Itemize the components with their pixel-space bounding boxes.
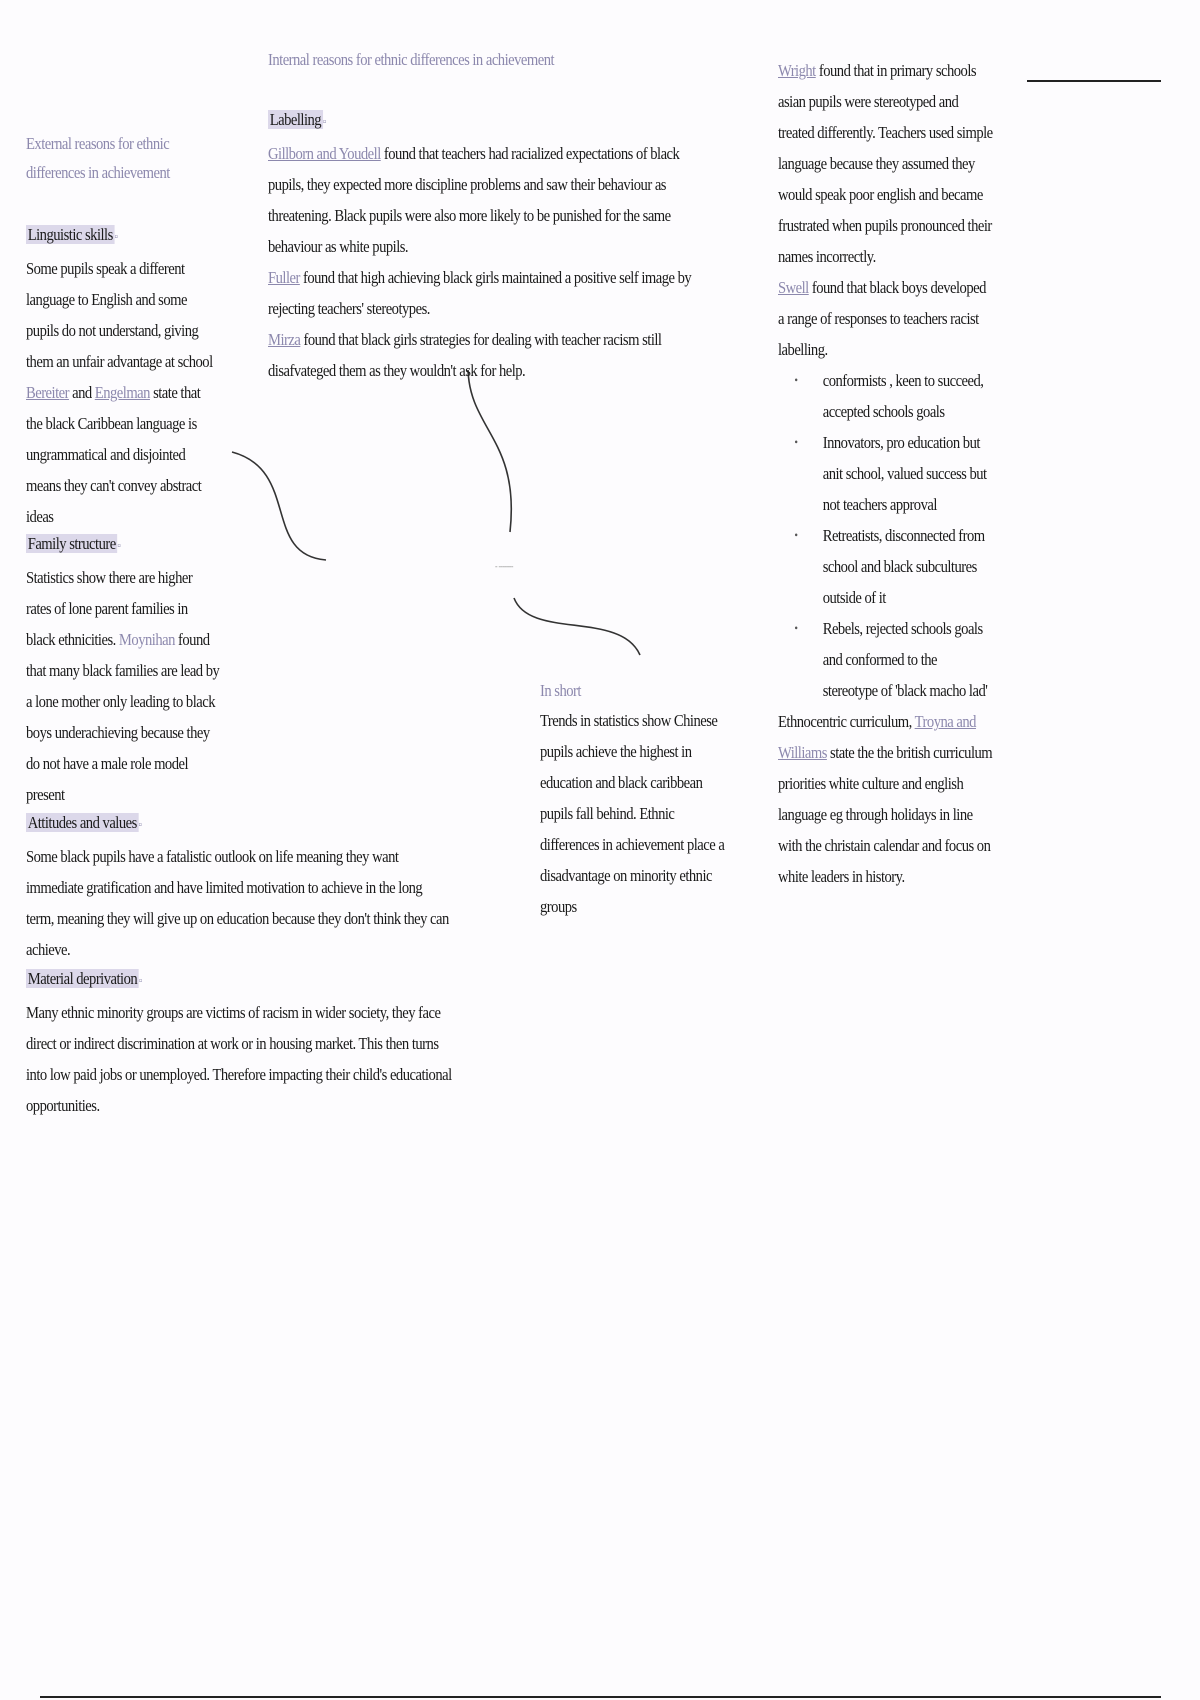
- connector-left: [232, 452, 326, 560]
- internal-heading: Internal reasons for ethnic differences in achievement: [268, 50, 555, 69]
- right-text-1: found that in primary schools asian pupils were stereotyped and treated differently. Teachers used simple language because they assumed they would speak poor english and became frustrated when pupils pronounced their names incorrectly.: [778, 61, 993, 266]
- bullet-icon: •: [794, 528, 798, 542]
- connector-bottom: [514, 598, 640, 655]
- family-label: Family structure: [27, 534, 116, 553]
- connector-top: [468, 370, 511, 532]
- label-dot-icon: ▫: [138, 975, 142, 987]
- labelling-text-2: found that high achieving black girls maintained a positive self image by rejecting teachers' stereotypes.: [268, 268, 692, 318]
- linguistic-label: Linguistic skills: [27, 225, 113, 244]
- external-heading: External reasons for ethnic differences in achievement: [26, 134, 170, 182]
- center-small-text: - -------: [495, 561, 513, 571]
- family-text-after: found that many black families are lead by a lone mother only leading to black boys underachieving because they do not have a male role model present: [26, 630, 220, 804]
- label-dot-icon: ▫: [117, 540, 121, 552]
- link-bereiter[interactable]: Bereiter: [26, 383, 69, 402]
- responses-list: [778, 365, 993, 706]
- link-williams[interactable]: Williams: [778, 743, 827, 762]
- list-item: • Innovators, pro education but anit school, valued success but not teachers approval: [778, 427, 993, 520]
- label-dot-icon: ▫: [114, 231, 118, 243]
- ethnocentric-text: Ethnocentric curriculum,: [778, 712, 915, 731]
- right-column: [778, 55, 993, 892]
- bullet-icon: •: [794, 373, 798, 387]
- list-item: • Rebels, rejected schools goals and conformed to the stereotype of 'black macho lad': [778, 613, 993, 706]
- linguistic-and: and: [68, 383, 95, 402]
- attitudes-section: [26, 807, 452, 965]
- label-dot-icon: ▫: [322, 116, 326, 128]
- list-item: • conformists , keen to succeed, accepted schools goals: [778, 365, 993, 427]
- ethnocentric-text-after: state the the british curriculum priorities white culture and english language eg through holidays in line with the christain calendar and focus on white leaders in history.: [778, 743, 993, 886]
- bullet-icon: •: [794, 435, 798, 449]
- labelling-section: [268, 104, 717, 386]
- in-short-text: Trends in statistics show Chinese pupils achieve the highest in education and black caribbean pupils fall behind. Ethnic differences in achievement place a disadvantage on minority ethnic groups: [540, 711, 725, 916]
- attitudes-text: Some black pupils have a fatalistic outlook on life meaning they want immediate gratification and have limited motivation to achieve in the long term, meaning they will give up on education because they don't think they can achieve.: [26, 847, 449, 959]
- material-label: Material deprivation: [27, 969, 138, 988]
- link-troyna-and[interactable]: Troyna and: [914, 712, 976, 731]
- link-mirza[interactable]: Mirza: [268, 330, 301, 349]
- cite-moynihan: Moynihan: [118, 630, 175, 649]
- linguistic-section: [26, 219, 220, 532]
- link-wright[interactable]: Wright: [778, 61, 816, 80]
- in-short-section: [540, 676, 734, 922]
- in-short-label: In short: [540, 681, 581, 700]
- right-text-2: found that black boys developed a range of responses to teachers racist labelling.: [778, 278, 986, 359]
- linguistic-text: Some pupils speak a different language to English and some pupils do not understand, giving them an unfair advantage at school: [26, 259, 213, 371]
- list-item: • Retreatists, disconnected from school and black subcultures outside of it: [778, 520, 993, 613]
- family-text: Statistics show there are higher rates of lone parent families in black ethnicities.: [26, 568, 193, 649]
- labelling-label: Labelling: [269, 110, 322, 129]
- material-section: [26, 963, 452, 1121]
- labelling-text-1: found that teachers had racialized expectations of black pupils, they expected more discipline problems and saw their behaviour as threatening. Black pupils were also more likely to be punished for the same behaviour as white pupils.: [268, 144, 680, 256]
- attitudes-label: Attitudes and values: [27, 813, 137, 832]
- link-swell[interactable]: Swell: [778, 278, 809, 297]
- link-fuller[interactable]: Fuller: [268, 268, 300, 287]
- family-section: [26, 528, 220, 810]
- label-dot-icon: ▫: [138, 819, 142, 831]
- link-gillborn-youdell[interactable]: Gillborn and Youdell: [268, 144, 381, 163]
- link-engelman[interactable]: Engelman: [94, 383, 150, 402]
- bullet-icon: •: [794, 621, 798, 635]
- material-text: Many ethnic minority groups are victims of racism in wider society, they face direct or indirect discrimination at work or in housing market. This then turns into low paid jobs or unemployed. Therefore impacting their child's educational opportunities.: [26, 1003, 452, 1115]
- linguistic-text-after: state that the black Caribbean language is ungrammatical and disjointed means they can't convey abstract ideas: [26, 383, 202, 526]
- labelling-text-3: found that black girls strategies for dealing with teacher racism still disafvateged them as they wouldn't ask for help.: [268, 330, 662, 380]
